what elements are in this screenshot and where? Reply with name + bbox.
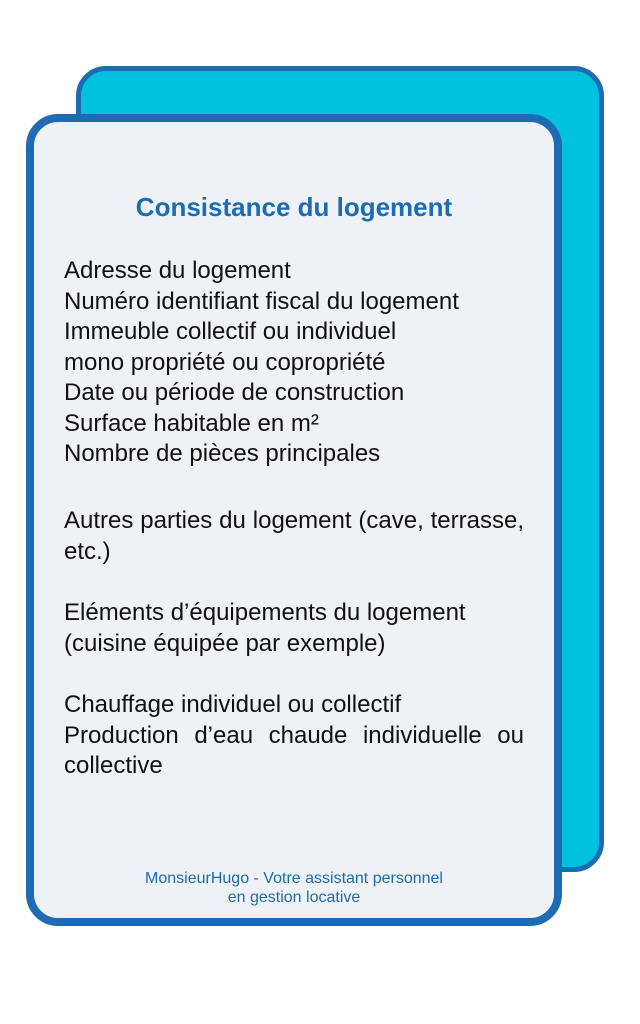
info-card <box>26 114 562 926</box>
list-item: Adresse du logement <box>64 257 291 284</box>
paragraph-text: Chauffage individuel ou collectif <box>64 691 402 718</box>
heating-paragraph <box>64 690 524 782</box>
footer-line: en gestion locative <box>227 889 361 906</box>
list-item: Surface habitable en m² <box>64 409 319 437</box>
list-item: mono propriété ou copropriété <box>64 348 386 376</box>
card-title: Consistance du logement <box>135 192 453 222</box>
equipment-paragraph <box>64 598 524 659</box>
paragraph-text: Eléments d’équipements du logement <box>64 599 466 626</box>
list-item: Nombre de pièces principales <box>64 440 381 467</box>
footer-line: MonsieurHugo - Votre assistant personnel <box>145 870 443 887</box>
paragraph-text: (cuisine équipée par exemple) <box>64 629 386 657</box>
list-item: Numéro identifiant fiscal du logement <box>64 287 459 315</box>
other-parts-paragraph <box>64 506 524 567</box>
list-item: Immeuble collectif ou individuel <box>64 318 397 345</box>
housing-details-list <box>64 256 524 470</box>
paragraph-text: Production d’eau chaude individuelle ou collective <box>64 721 524 779</box>
paragraph-text: Autres parties du logement (cave, terrasse, etc.) <box>64 507 524 565</box>
list-item: Date ou période de construction <box>64 379 405 406</box>
footer-credit <box>34 869 554 907</box>
